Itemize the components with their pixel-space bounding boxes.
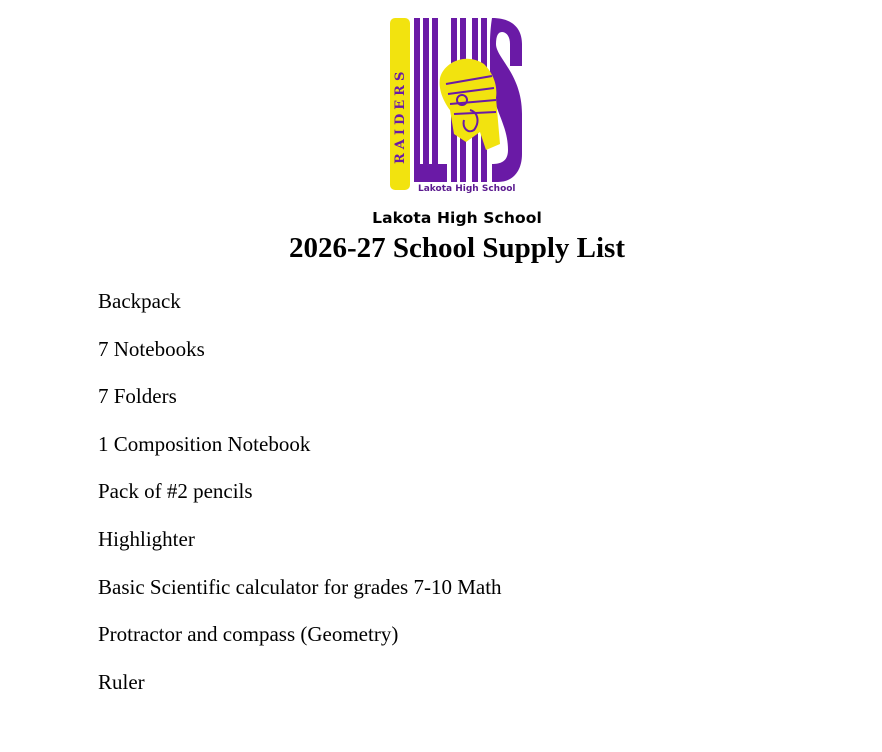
list-item: 1 Composition Notebook: [98, 431, 311, 456]
logo-caption: Lakota High School: [418, 184, 516, 194]
list-item: Backpack: [98, 289, 181, 313]
list-item: 7 Notebooks: [98, 336, 205, 361]
list-item: Highlighter: [98, 526, 195, 551]
list-item: Basic Scientific calculator for grades 7-10 Math: [98, 574, 502, 599]
raiders-text: RAIDERS: [393, 67, 408, 164]
list-item: Ruler: [98, 669, 145, 694]
list-item: 7 Folders: [98, 384, 177, 409]
school-logo: [388, 14, 530, 194]
supply-list: [98, 286, 502, 714]
list-item: Protractor and compass (Geometry): [98, 622, 399, 647]
page-title: 2026-27 School Supply List: [288, 232, 625, 264]
list-item: Pack of #2 pencils: [98, 479, 253, 504]
school-name: Lakota High School: [372, 209, 542, 227]
letter-l: [414, 18, 447, 182]
